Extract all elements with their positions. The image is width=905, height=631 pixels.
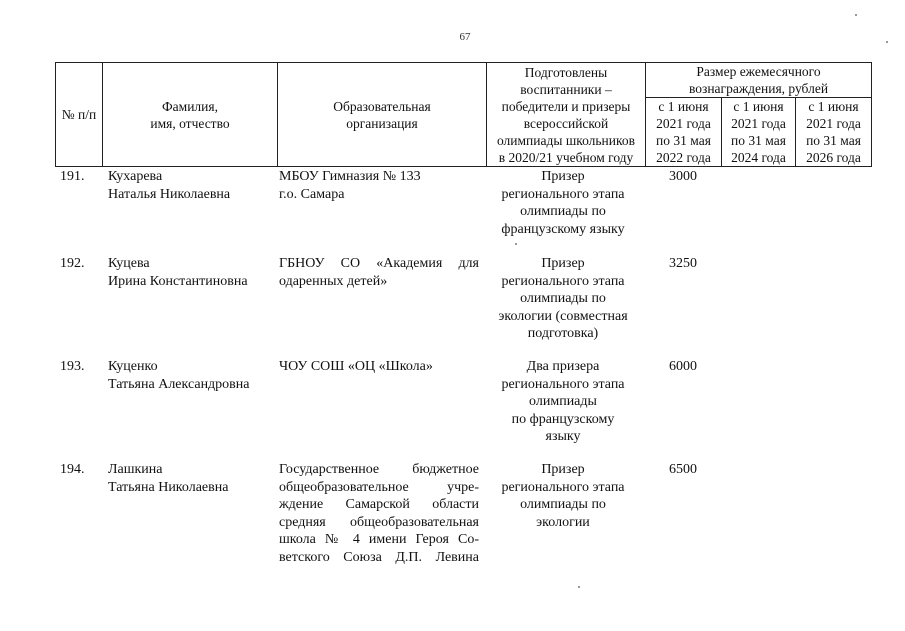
- header-col-number: № п/п: [56, 63, 103, 167]
- scan-speck: [578, 586, 580, 588]
- header-period-2022: с 1 июня 2021 года по 31 мая 2022 года: [646, 98, 722, 167]
- row-organization: ЧОУ СОШ «ОЦ «Школа»: [279, 359, 433, 374]
- row-amount: 3250: [669, 256, 697, 271]
- header-col-amount-group: Размер ежемесячного вознаграждения, рублей: [646, 63, 872, 98]
- row-amount: 6000: [669, 359, 697, 374]
- header-period-2024: с 1 июня 2021 года по 31 мая 2024 года: [722, 98, 796, 167]
- scan-speck: [886, 41, 888, 43]
- row-achievement: Призер регионального этапа олимпиады по экологии: [501, 462, 625, 530]
- row-achievement: Два призера регионального этапа олимпиады по французскому языку: [501, 359, 625, 444]
- header-col-name: Фамилия, имя, отчество: [103, 63, 278, 167]
- row-name: Куцева Ирина Константиновна: [108, 256, 248, 289]
- row-amount: 3000: [669, 169, 697, 184]
- row-number: 192.: [60, 256, 85, 271]
- table-header: [55, 62, 872, 167]
- page-number: 67: [459, 31, 471, 43]
- header-col-achievement: Подготовлены воспитанники – победители и призеры всероссийской олимпиады школьников в 2020/21 учебном году: [487, 63, 646, 167]
- row-number: 194.: [60, 462, 85, 477]
- row-number: 191.: [60, 169, 85, 184]
- header-period-2026: с 1 июня 2021 года по 31 мая 2026 года: [796, 98, 872, 167]
- row-number: 193.: [60, 359, 85, 374]
- row-name: Кухарева Наталья Николаевна: [108, 169, 231, 202]
- row-name: Лашкина Татьяна Николаевна: [108, 462, 229, 495]
- row-name: Куценко Татьяна Александровна: [108, 359, 250, 392]
- row-amount: 6500: [669, 462, 697, 477]
- row-organization: ГБНОУ СО «Академия для одаренных детей»: [279, 256, 479, 289]
- scan-speck: [515, 243, 517, 245]
- row-achievement: Призер регионального этапа олимпиады по французскому языку: [501, 169, 625, 237]
- scan-speck: [855, 14, 857, 16]
- row-achievement: Призер регионального этапа олимпиады по экологии (совместная подготовка): [498, 256, 628, 341]
- row-organization: МБОУ Гимназия № 133 г.о. Самара: [279, 169, 421, 202]
- row-organization: Государственное бюджетное общеобразовательное учре- ждение Самарской области средняя общеобразовательная школа № 4 имени Героя Со- ветского Союза Д.П. Левина: [279, 462, 479, 565]
- header-col-organization: Образовательная организация: [278, 63, 487, 167]
